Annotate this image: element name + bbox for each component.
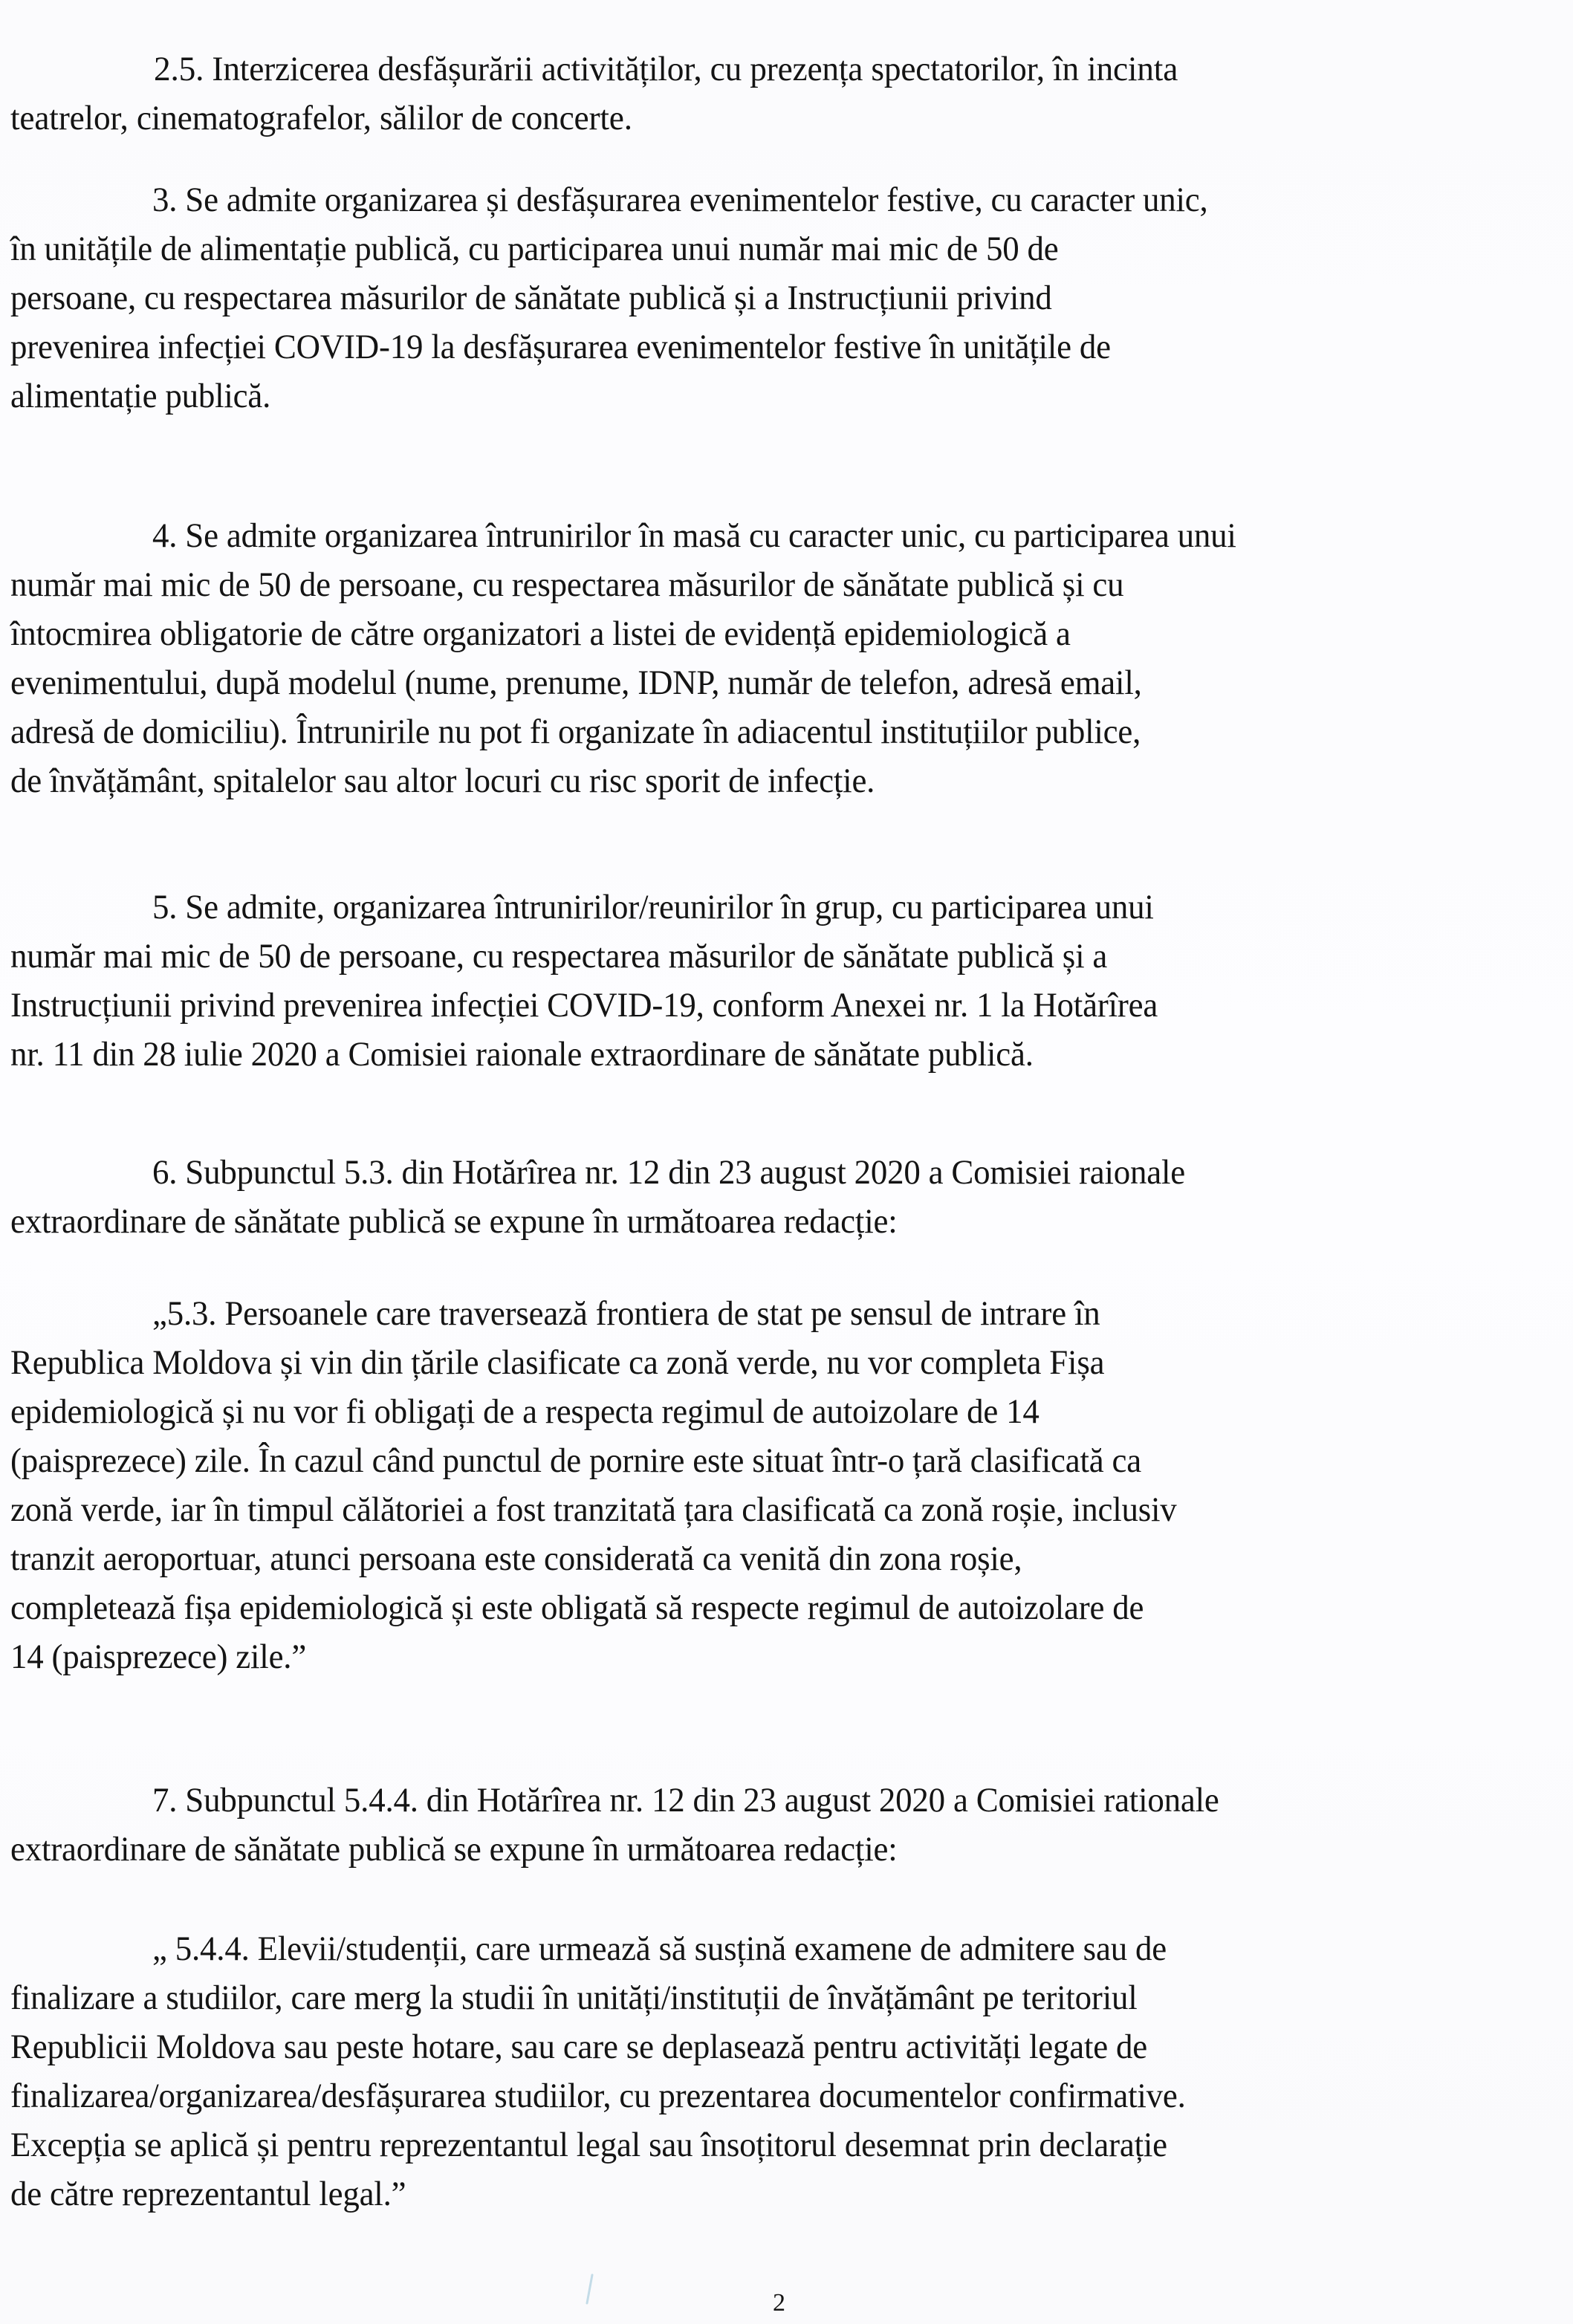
text-line: 2.5. Interzicerea desfășurării activităților, cu prezența spectatorilor, în incinta: [154, 50, 1178, 88]
paragraph-3: [10, 175, 1571, 421]
text-line: 3. Se admite organizarea și desfășurarea evenimentelor festive, cu caracter unic,: [152, 181, 1208, 219]
paragraph-6: [10, 1148, 1571, 1246]
paragraph-5: [10, 883, 1571, 1079]
text-line: 4. Se admite organizarea întrunirilor în masă cu caracter unic, cu participarea unui: [152, 516, 1236, 555]
text-line: completează fișa epidemiologică și este obligată să respecte regimul de autoizolare de: [10, 1588, 1144, 1627]
text-line: de învățământ, spitalelor sau altor locuri cu risc sporit de infecție.: [10, 762, 875, 800]
text-line: teatrelor, cinematografelor, sălilor de concerte.: [10, 99, 632, 137]
paragraph-4: [10, 511, 1571, 805]
paragraph-6-quote: [10, 1289, 1571, 1681]
text-line: finalizarea/organizarea/desfășurarea studiilor, cu prezentarea documentelor confirmative.: [10, 2077, 1186, 2115]
text-line: prevenirea infecției COVID-19 la desfășurarea evenimentelor festive în unitățile de: [10, 328, 1111, 366]
text-line: 5. Se admite, organizarea întrunirilor/reunirilor în grup, cu participarea unui: [152, 888, 1154, 926]
text-line: alimentație publică.: [10, 377, 271, 415]
text-line: extraordinare de sănătate publică se expune în următoarea redacție:: [10, 1830, 898, 1869]
text-line: evenimentului, după modelul (nume, prenume, IDNP, număr de telefon, adresă email,: [10, 663, 1142, 702]
text-line: Excepția se aplică și pentru reprezentantul legal sau însoțitorul desemnat prin declarație: [10, 2126, 1167, 2164]
text-line: număr mai mic de 50 de persoane, cu respectarea măsurilor de sănătate publică și a: [10, 937, 1108, 976]
paragraph-2-5: [10, 45, 1571, 143]
text-line: de către reprezentantul legal.”: [10, 2175, 406, 2213]
paragraph-7: [10, 1776, 1571, 1874]
text-line: 14 (paisprezece) zile.”: [10, 1637, 307, 1676]
text-line: „5.3. Persoanele care traversează frontiera de stat pe sensul de intrare în: [152, 1294, 1100, 1333]
text-line: extraordinare de sănătate publică se expune în următoarea redacție:: [10, 1202, 898, 1241]
text-line: Republicii Moldova sau peste hotare, sau care se deplasează pentru activități legate de: [10, 2028, 1148, 2066]
text-line: nr. 11 din 28 iulie 2020 a Comisiei raionale extraordinare de sănătate publică.: [10, 1035, 1034, 1074]
text-line: persoane, cu respectarea măsurilor de sănătate publică și a Instrucțiunii privind: [10, 279, 1052, 317]
text-line: 6. Subpunctul 5.3. din Hotărîrea nr. 12 din 23 august 2020 a Comisiei raionale: [152, 1153, 1186, 1192]
text-line: Instrucțiunii privind prevenirea infecției COVID-19, conform Anexei nr. 1 la Hotărîrea: [10, 986, 1158, 1025]
text-line: epidemiologică și nu vor fi obligați de a respecta regimul de autoizolare de 14: [10, 1392, 1040, 1431]
text-line: (paisprezece) zile. În cazul când punctul de pornire este situat într-o țară clasificată ca: [10, 1441, 1141, 1480]
text-line: „ 5.4.4. Elevii/studenții, care urmează să susțină examene de admitere sau de: [152, 1929, 1167, 1968]
paragraph-7-quote: [10, 1924, 1571, 2218]
pen-mark-decoration: [583, 2273, 598, 2311]
text-line: Republica Moldova și vin din țările clasificate ca zonă verde, nu vor completa Fișa: [10, 1343, 1105, 1382]
text-line: 7. Subpunctul 5.4.4. din Hotărîrea nr. 12 din 23 august 2020 a Comisiei rationale: [152, 1781, 1219, 1820]
text-line: număr mai mic de 50 de persoane, cu respectarea măsurilor de sănătate publică și cu: [10, 565, 1124, 604]
page-number: 2: [773, 2289, 785, 2317]
text-line: în unitățile de alimentație publică, cu participarea unui număr mai mic de 50 de: [10, 230, 1059, 268]
text-line: finalizare a studiilor, care merg la studii în unități/instituții de învățământ pe teritoriul: [10, 1979, 1138, 2017]
text-line: zonă verde, iar în timpul călătoriei a fost tranzitată țara clasificată ca zonă roșie, inclusiv: [10, 1490, 1177, 1529]
text-line: adresă de domiciliu). Întrunirile nu pot fi organizate în adiacentul instituțiilor publice,: [10, 713, 1141, 751]
text-line: tranzit aeroportuar, atunci persoana este considerată ca venită din zona roșie,: [10, 1539, 1022, 1578]
text-line: întocmirea obligatorie de către organizatori a listei de evidență epidemiologică a: [10, 614, 1071, 653]
